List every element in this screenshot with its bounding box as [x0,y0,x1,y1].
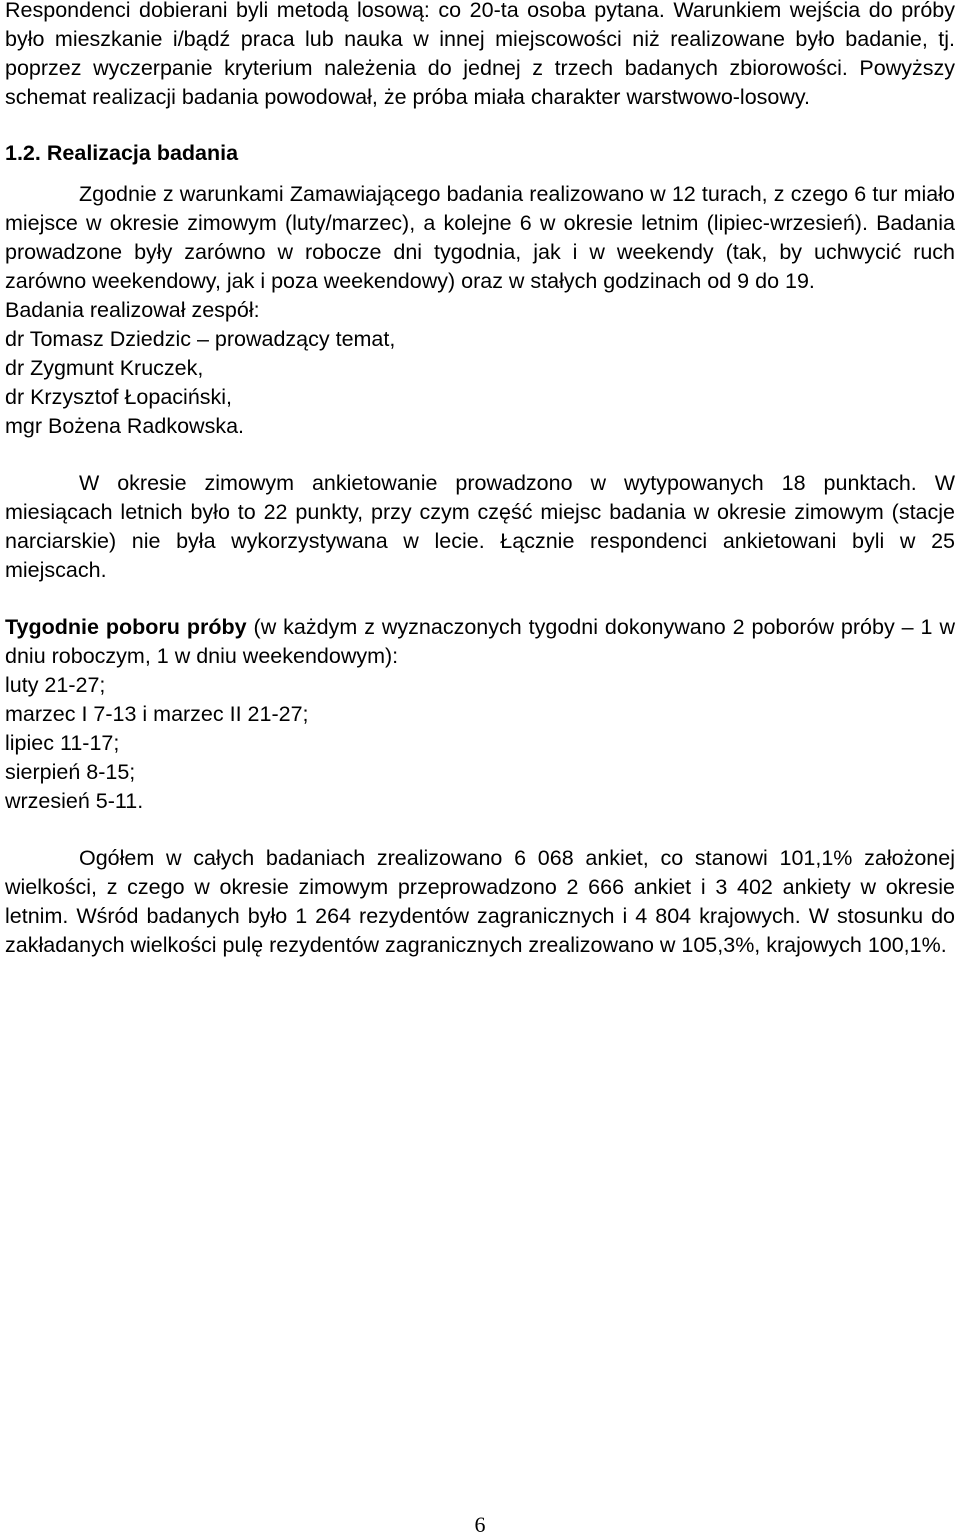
team-heading: Badania realizował zespół: [5,298,260,322]
realization-paragraph: Zgodnie z warunkami Zamawiającego badania realizowano w 12 turach, z czego 6 tur miało miejsce w okresie zimowym (luty/marzec), a kolejne 6 w okresie letnim (lipiec-wrzesień). Badania prowadzone były zarówno w robocze dni tygodnia, jak i w weekendy (tak, by uchwycić ruch zarówno weekendowy, jak i poza weekendowy) oraz w stałych godzinach od 9 do 19. [5,182,955,293]
weeks-paragraph [5,613,955,671]
points-paragraph: W okresie zimowym ankietowanie prowadzono w wytypowanych 18 punktach. W miesiącach letnich było to 22 punkty, przy czym część miejsc badania w okresie zimowym (stacje narciarskie) nie była wykorzystywana w lecie. Łącznie respondenci ankietowani byli w 25 miejscach. [5,471,955,582]
section-number: 1.2. [5,141,41,165]
team-member: dr Zygmunt Kruczek, [5,356,204,380]
team-member: mgr Bożena Radkowska. [5,414,244,438]
week-item: lipiec 11-17; [5,731,120,755]
week-item: marzec I 7-13 i marzec II 21-27; [5,702,309,726]
section-title: Realizacja badania [46,141,239,165]
section-heading [5,139,955,168]
document-page [5,0,955,960]
intro-paragraph: Respondenci dobierani byli metodą losową: co 20-ta osoba pytana. Warunkiem wejścia do próby było mieszkanie i/bądź praca lub nauka w innej miejscowości niż realizowane było badanie, tj. poprzez wyczerpanie kryterium należenia do jednej z trzech badanych zbiorowości. Powyższy schemat realizacji badania powodował, że próba miała charakter warstwowo-losowy. [5,0,955,109]
weeks-text: (w każdym z wyznaczonych tygodni dokonywano 2 poborów próby – 1 w dniu roboczym, 1 w dniu weekendowym): [5,615,955,668]
week-item: luty 21-27; [5,673,106,697]
page-number: 6 [474,1512,486,1537]
week-item: wrzesień 5-11. [5,789,144,813]
weeks-bold-lead: Tygodnie poboru próby [5,615,247,639]
weeks-list [5,671,955,816]
team-block [5,296,955,441]
week-item: sierpień 8-15; [5,760,136,784]
team-member: dr Tomasz Dziedzic – prowadzący temat, [5,327,396,351]
summary-paragraph: Ogółem w całych badaniach zrealizowano 6 068 ankiet, co stanowi 101,1% założonej wielkości, z czego w okresie zimowym przeprowadzono 2 666 ankiet i 3 402 ankiety w okresie letnim. Wśród badanych było 1 264 rezydentów zagranicznych i 4 804 krajowych. W stosunku do zakładanych wielkości pulę rezydentów zagranicznych zrealizowano w 105,3%, krajowych 100,1%. [5,846,955,957]
team-member: dr Krzysztof Łopaciński, [5,385,233,409]
